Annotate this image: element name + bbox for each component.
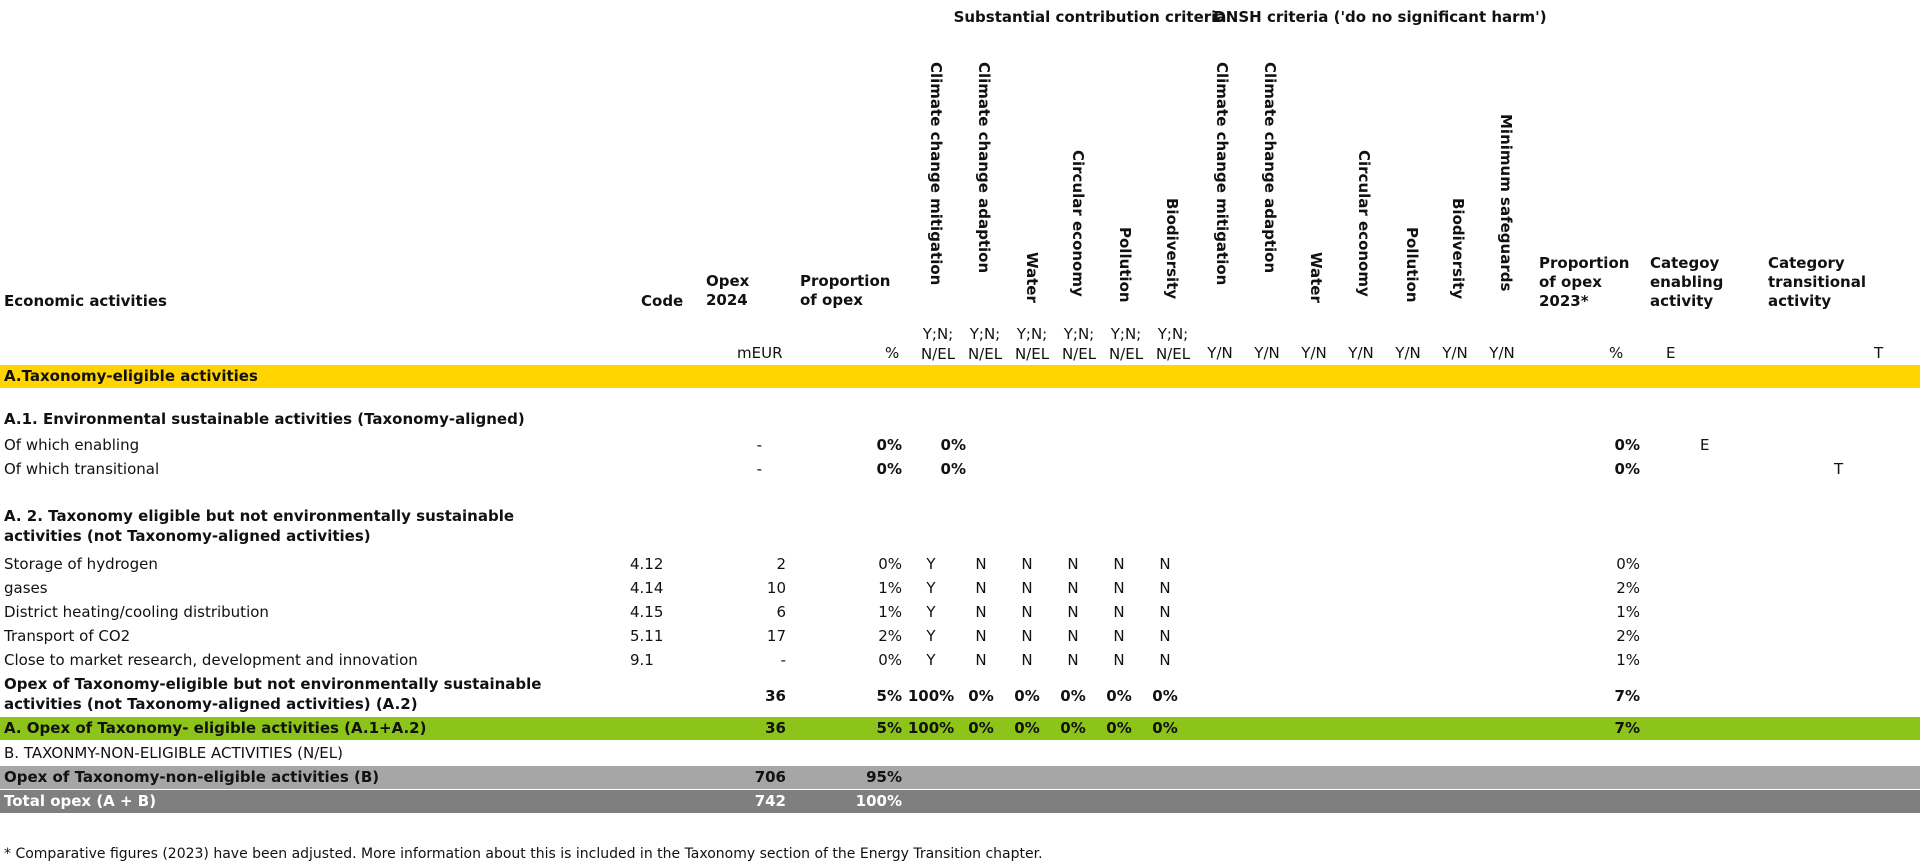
- row-sc-4: N: [1067, 603, 1079, 621]
- row-ccm: 0%: [940, 460, 966, 478]
- row-transitional: T: [1834, 460, 1844, 478]
- unit-sc-5: Y;N; N/EL: [1108, 325, 1144, 363]
- unit-sc-6: Y;N; N/EL: [1155, 325, 1191, 363]
- row-sc-5: N: [1113, 579, 1125, 597]
- unit-prop2023: %: [1609, 344, 1624, 362]
- row-prop2023: 2%: [1616, 579, 1640, 597]
- unit-sc-3: Y;N; N/EL: [1014, 325, 1050, 363]
- row-sc-4: N: [1067, 627, 1079, 645]
- row-label: District heating/cooling distribution: [4, 603, 269, 621]
- row-sc-6: N: [1159, 579, 1171, 597]
- subtotal-prop2023: 7%: [1614, 687, 1640, 705]
- unit-dnsh-3: Y/N: [1301, 344, 1327, 362]
- section-a2-title: A. 2. Taxonomy eligible but not environmentally sustainable activities (not Taxonomy-aligned activities): [4, 507, 515, 545]
- economic-activities-header: Economic activities: [4, 292, 167, 310]
- table-row: [0, 648, 1920, 672]
- table-row: [0, 552, 1920, 576]
- row-opex: 6: [776, 603, 786, 621]
- footnote: * Comparative figures (2023) have been adjusted. More information about this is included in the Taxonomy section of the Energy Transition chapter.: [4, 846, 1043, 862]
- proportion-header: Proportion of opex: [800, 272, 891, 309]
- sc-ccm-header: Climate change mitigation: [927, 62, 945, 286]
- dnsh-water-header: Water: [1307, 252, 1325, 303]
- total-a-sc-2: 0%: [968, 719, 994, 737]
- a2-subtotal-row: [0, 684, 1920, 708]
- table-row: [0, 576, 1920, 600]
- row-sc-4: N: [1067, 579, 1079, 597]
- total-b-opex: 706: [754, 768, 786, 786]
- row-sc-2: N: [975, 627, 987, 645]
- row-label: Of which transitional: [4, 460, 160, 478]
- total-a-sc-4: 0%: [1060, 719, 1086, 737]
- unit-dnsh-1: Y/N: [1207, 344, 1233, 362]
- sc-water-header: Water: [1023, 252, 1041, 303]
- row-opex: 10: [766, 579, 786, 597]
- row-prop2023: 1%: [1616, 651, 1640, 669]
- section-a1-title: A.1. Environmental sustainable activities (Taxonomy-aligned): [4, 410, 525, 428]
- unit-transitional: T: [1874, 344, 1884, 362]
- unit-dnsh-4: Y/N: [1348, 344, 1374, 362]
- row-sc-6: N: [1159, 603, 1171, 621]
- unit-enabling: E: [1666, 344, 1676, 362]
- unit-opex: mEUR: [737, 344, 783, 362]
- total-label: Total opex (A + B): [4, 792, 157, 810]
- sc-circular-header: Circular economy: [1069, 150, 1087, 297]
- dnsh-cca-header: Climate change adaption: [1261, 62, 1279, 274]
- row-sc-5: N: [1113, 555, 1125, 573]
- total-a-prop2023: 7%: [1614, 719, 1640, 737]
- row-sc-5: N: [1113, 651, 1125, 669]
- row-prop2023: 2%: [1616, 627, 1640, 645]
- row-prop2023: 0%: [1614, 460, 1640, 478]
- dnsh-ccm-header: Climate change mitigation: [1213, 62, 1231, 286]
- dnsh-circular-header: Circular economy: [1355, 150, 1373, 297]
- row-label: gases: [4, 579, 48, 597]
- subtotal-sc-5: 0%: [1106, 687, 1132, 705]
- dnsh-biodiversity-header: Biodiversity: [1449, 198, 1467, 300]
- minimum-safeguards-header: Minimum safeguards: [1497, 114, 1515, 292]
- row-enabling: E: [1700, 436, 1710, 454]
- sc-pollution-header: Pollution: [1116, 227, 1134, 303]
- total-b-proportion: 95%: [866, 768, 902, 786]
- total-a-proportion: 5%: [876, 719, 902, 737]
- row-sc-1: Y: [926, 579, 936, 597]
- row-sc-5: N: [1113, 603, 1125, 621]
- table-row: [0, 600, 1920, 624]
- subtotal-sc-6: 0%: [1152, 687, 1178, 705]
- row-code: 4.12: [630, 555, 664, 573]
- row-label: Of which enabling: [4, 436, 140, 454]
- row-prop2023: 0%: [1616, 555, 1640, 573]
- section-a-band: [0, 365, 1920, 388]
- enabling-header: Categoy enabling activity: [1650, 254, 1724, 310]
- dnsh-pollution-header: Pollution: [1403, 227, 1421, 303]
- total-a-opex: 36: [765, 719, 786, 737]
- total-a-sc-6: 0%: [1152, 719, 1178, 737]
- proportion-2023-header: Proportion of opex 2023*: [1539, 254, 1630, 310]
- sc-cca-header: Climate change adaption: [975, 62, 993, 274]
- row-sc-4: N: [1067, 555, 1079, 573]
- total-proportion: 100%: [855, 792, 902, 810]
- row-code: 4.15: [630, 603, 664, 621]
- row-proportion: 0%: [878, 651, 902, 669]
- row-code: 5.11: [630, 627, 664, 645]
- row-proportion: 1%: [878, 579, 902, 597]
- row-label: Transport of CO2: [4, 627, 131, 645]
- row-proportion: 1%: [878, 603, 902, 621]
- sc-biodiversity-header: Biodiversity: [1163, 198, 1181, 300]
- unit-proportion: %: [885, 344, 900, 362]
- row-proportion: 0%: [876, 460, 902, 478]
- dnsh-criteria-header: DNSH criteria ('do no significant harm'): [1213, 8, 1547, 26]
- row-sc-2: N: [975, 555, 987, 573]
- unit-sc-4: Y;N; N/EL: [1061, 325, 1097, 363]
- row-sc-3: N: [1021, 651, 1033, 669]
- row-opex: 2: [776, 555, 786, 573]
- total-a-sc-5: 0%: [1106, 719, 1132, 737]
- row-opex: 17: [766, 627, 786, 645]
- row-sc-1: Y: [926, 603, 936, 621]
- row-prop2023: 1%: [1616, 603, 1640, 621]
- unit-sc-2: Y;N; N/EL: [967, 325, 1003, 363]
- code-header: Code: [641, 292, 684, 310]
- row-opex: -: [756, 460, 762, 478]
- row-opex: -: [780, 651, 786, 669]
- row-code: 9.1: [630, 651, 654, 669]
- total-b-label: Opex of Taxonomy-non-eligible activities (B): [4, 768, 380, 786]
- total-row: [0, 790, 1920, 813]
- total-a-label: A. Opex of Taxonomy- eligible activities (A.1+A.2): [4, 719, 427, 737]
- row-sc-3: N: [1021, 603, 1033, 621]
- total-b-row: [0, 766, 1920, 789]
- total-a-row: [0, 717, 1920, 740]
- row-sc-6: N: [1159, 627, 1171, 645]
- subtotal-sc-4: 0%: [1060, 687, 1086, 705]
- row-sc-6: N: [1159, 651, 1171, 669]
- subtotal-proportion: 5%: [876, 687, 902, 705]
- total-a-sc-3: 0%: [1014, 719, 1040, 737]
- row-proportion: 0%: [876, 436, 902, 454]
- row-ccm: 0%: [940, 436, 966, 454]
- unit-dnsh-2: Y/N: [1254, 344, 1280, 362]
- section-b-title: B. TAXONMY-NON-ELIGIBLE ACTIVITIES (N/EL): [4, 744, 343, 762]
- unit-sc-1: Y;N; N/EL: [920, 325, 956, 363]
- row-sc-2: N: [975, 579, 987, 597]
- row-prop2023: 0%: [1614, 436, 1640, 454]
- opex-2024-header: Opex 2024: [706, 272, 750, 309]
- row-sc-1: Y: [926, 555, 936, 573]
- row-sc-4: N: [1067, 651, 1079, 669]
- table-row: [0, 433, 1920, 457]
- subtotal-sc-2: 0%: [968, 687, 994, 705]
- unit-dnsh-6: Y/N: [1442, 344, 1468, 362]
- table-row: [0, 457, 1920, 481]
- row-sc-3: N: [1021, 555, 1033, 573]
- substantial-contribution-header: Substantial contribution criteria: [953, 8, 1227, 26]
- row-sc-3: N: [1021, 627, 1033, 645]
- row-opex: -: [756, 436, 762, 454]
- row-proportion: 0%: [878, 555, 902, 573]
- row-sc-3: N: [1021, 579, 1033, 597]
- subtotal-sc-1: 100%: [907, 687, 955, 705]
- row-proportion: 2%: [878, 627, 902, 645]
- row-label: Storage of hydrogen: [4, 555, 158, 573]
- total-opex: 742: [754, 792, 786, 810]
- subtotal-opex: 36: [765, 687, 786, 705]
- table-row: [0, 624, 1920, 648]
- total-a-sc-1: 100%: [907, 719, 955, 737]
- row-sc-2: N: [975, 603, 987, 621]
- row-sc-2: N: [975, 651, 987, 669]
- row-label: Close to market research, development and innovation: [4, 651, 418, 669]
- row-sc-1: Y: [926, 651, 936, 669]
- row-sc-6: N: [1159, 555, 1171, 573]
- unit-dnsh-5: Y/N: [1395, 344, 1421, 362]
- row-sc-1: Y: [926, 627, 936, 645]
- unit-dnsh-7: Y/N: [1489, 344, 1515, 362]
- section-a-title: A.Taxonomy-eligible activities: [4, 367, 258, 385]
- row-code: 4.14: [630, 579, 664, 597]
- subtotal-sc-3: 0%: [1014, 687, 1040, 705]
- row-sc-5: N: [1113, 627, 1125, 645]
- transitional-header: Category transitional activity: [1768, 254, 1866, 310]
- a2-subtotal-label: Opex of Taxonomy-eligible but not environmentally sustainable activities (not Taxonomy-aligned activities) (A.2): [4, 675, 542, 713]
